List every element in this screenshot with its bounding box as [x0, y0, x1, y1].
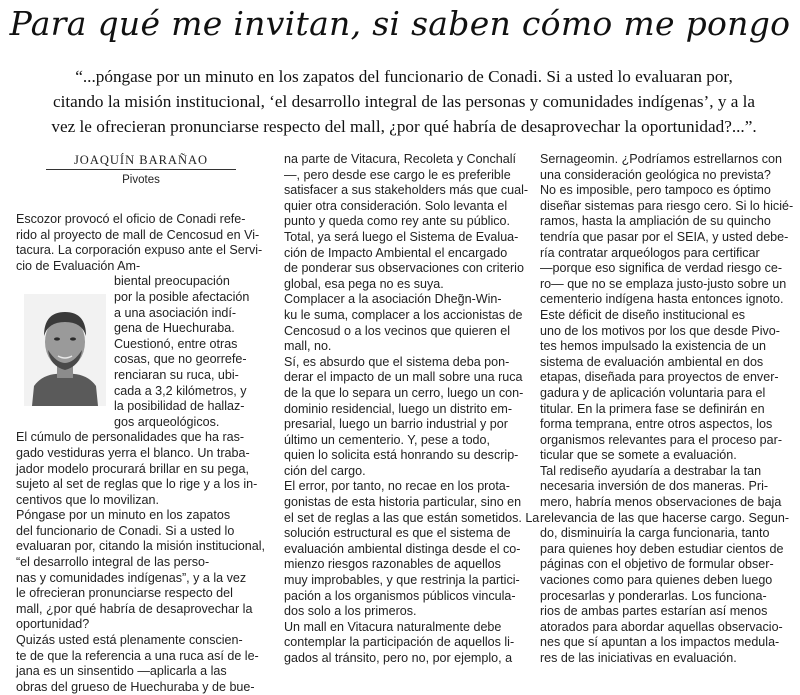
text-line: vaciones como para quienes deben luego [540, 573, 773, 588]
text-line: evaluaran por, citando la misión institucional, [16, 539, 265, 554]
text-line: El error, por tanto, no recae en los prota- [284, 479, 510, 494]
text-line: jana es un sinsentido —aplicarla a las [16, 664, 227, 679]
text-line: biental preocupación [114, 274, 230, 289]
text-line: una consideración geológica no prevista? [540, 167, 771, 182]
text-line: ción de Impacto Ambiental el encargado [284, 245, 508, 260]
text-line: tes hemos impulsado la existencia de un [540, 339, 766, 354]
text-line: —porque eso significa de verdad riesgo ce- [540, 261, 783, 276]
text-line: cio de Evaluación Am- [16, 258, 141, 273]
text-line: Quizás usted está plenamente conscien- [16, 633, 243, 648]
pull-quote-line: vez le ofrecieran pronunciarse respecto del mall, ¿por qué habría de desaprovechar la oportunidad?...”. [51, 117, 757, 136]
column-1-intro [16, 212, 264, 274]
text-line: del funcionario de Conadi. Si a usted lo [16, 523, 235, 538]
text-line: Sernageomin. ¿Podríamos estrellarnos con [540, 152, 782, 166]
text-line: quien lo solicita está honrando su descrip- [284, 448, 519, 463]
text-line: satisfacer a sus stakeholders más que cual- [284, 183, 529, 198]
text-line: mienzo riesgos razonables de aquellos [284, 557, 501, 572]
text-line: nas y comunidades indígenas”, y a la vez [16, 570, 247, 585]
text-line: ku le suma, complacer a los accionistas de [284, 307, 523, 322]
text-line: ción del cargo. [284, 463, 366, 478]
text-line: quier otra consideración. Solo levanta el [284, 198, 508, 213]
text-line: necesaria inversión de dos maneras. Pri- [540, 479, 769, 494]
text-line: diseñar sistemas para riesgo cero. Si lo hicié- [540, 198, 794, 213]
text-line: Póngase por un minuto en los zapatos [16, 508, 231, 523]
text-line: na parte de Vitacura, Recoleta y Conchalí [284, 152, 517, 166]
text-line: oportunidad? [16, 617, 90, 632]
column-1-beside-photo [114, 274, 249, 430]
text-line: Cuestionó, entre otras [114, 336, 238, 351]
pull-quote [18, 64, 790, 139]
author-name: JOAQUÍN BARAÑAO [46, 152, 236, 170]
text-line: ticular que se somete a evaluación. [540, 448, 737, 463]
text-line: rios de ambas partes estarían así menos [540, 604, 768, 619]
text-line: gados al tránsito, pero no, por ejemplo, a [284, 651, 513, 665]
text-line: tacura. La corporación expuso ante el Servi- [16, 243, 263, 258]
author-photo [24, 294, 106, 406]
text-line: etapas, diseñada para proyectos de enver- [540, 370, 779, 385]
text-line: solución estructural es que el sistema de [284, 526, 511, 541]
text-line: organismos relevantes para el proceso par- [540, 432, 782, 447]
text-line: Complacer a la asociación Dheg̃n-Win- [284, 292, 502, 307]
column-1-body [16, 430, 264, 695]
text-line: le ofrecieran pronunciarse respecto del [16, 586, 233, 601]
text-line: rido al proyecto de mall de Cencosud en Vi- [16, 227, 260, 242]
text-line: cosas, que no georrefe- [114, 352, 247, 367]
text-line: mero, habría menos observaciones de baja [540, 495, 782, 510]
text-line: páginas con el objetivo de formular obser- [540, 557, 774, 572]
text-line: gadura y de aplicación voluntaria para el [540, 385, 766, 400]
text-line: por la posible afectación [114, 289, 250, 304]
text-line: Cencosud o a los vecinos que quieren el [284, 323, 510, 338]
text-line: ría contratar arqueólogos para certificar [540, 245, 760, 260]
text-line: presarial, luego un barrio industrial y por [284, 417, 508, 432]
text-line: cada a 3,2 kilómetros, y [114, 383, 247, 398]
text-line: forma temprana, entre otros aspectos, los [540, 417, 773, 432]
text-line: —, pero desde ese cargo le es preferible [284, 167, 511, 182]
text-line: gado vestiduras yerra el blanco. Un traba- [16, 445, 250, 460]
text-line: a una asociación indí- [114, 305, 237, 320]
text-line: Este déficit de diseño institucional es [540, 307, 746, 322]
text-line: Un mall en Vitacura naturalmente debe [284, 619, 502, 634]
pull-quote-line: citando la misión institucional, ‘el desarrollo integral de las personas y comunidades indígenas’, y a la [52, 92, 756, 111]
text-line: contemplar la participación de aquellos li- [284, 635, 515, 650]
text-line: gonistas de esta historia particular, sino en [284, 495, 522, 510]
article-column-2 [284, 152, 540, 667]
text-line: renciaran su ruca, ubi- [114, 367, 239, 382]
text-line: de ponderar sus observaciones con criterio [284, 261, 524, 276]
text-line: jador modelo procurará brillar en su pega, [16, 461, 249, 476]
text-line: “el desarrollo integral de las perso- [16, 555, 210, 570]
text-line: muy improbables, y que restrinja la partici- [284, 573, 520, 588]
text-line: uno de los motivos por los que desde Pivo- [540, 323, 780, 338]
text-line: El cúmulo de personalidades que ha ras- [16, 430, 245, 445]
article-column-1 [16, 152, 264, 695]
text-line: evaluación ambiental distinga desde el co- [284, 541, 521, 556]
text-line: titular. En la primera fase se definirán en [540, 401, 765, 416]
text-line: relevancia de las que hacerse cargo. Segun- [540, 510, 790, 525]
text-line: No es imposible, pero tampoco es óptimo [540, 183, 771, 198]
text-line: obras del grueso de Huechuraba y de bue- [16, 679, 255, 694]
text-line: procesarlas y ponderarlas. Los funciona- [540, 588, 767, 603]
text-line: do, disminuiría la carga funcionaria, tanto [540, 526, 770, 541]
text-line: mall, no. [284, 339, 332, 354]
text-line: Sí, es absurdo que el sistema deba pon- [284, 354, 510, 369]
text-line: res de las iniciativas en evaluación. [540, 651, 737, 665]
text-line: ramos, hasta la ampliación de su quincho [540, 214, 771, 229]
text-line: derar el impacto de un mall sobre una ruca [284, 370, 523, 385]
text-line: gos arqueológicos. [114, 414, 220, 429]
text-line: dos solo a los primeros. [284, 604, 417, 619]
text-line: pación a los organismos públicos vincula- [284, 588, 516, 603]
text-line: nes que sí apuntan a los impactos medula- [540, 635, 780, 650]
text-line: cementerio indígena hasta entonces ignoto. [540, 292, 784, 307]
text-line: el set de reglas a las que están sometidos. La [284, 510, 540, 525]
text-line: mall, ¿por qué habría de desaprovechar la [16, 601, 253, 616]
text-line: global, esa pega no es suya. [284, 276, 444, 291]
text-line: centivos que lo movilizan. [16, 492, 159, 507]
text-line: Escozor provocó el oficio de Conadi refe- [16, 212, 246, 226]
text-line: la posibilidad de hallaz- [114, 399, 245, 414]
text-line: de la que lo separa un cerro, luego un con- [284, 385, 524, 400]
article-headline: Para qué me invitan, si saben cómo me pongo [9, 4, 791, 43]
text-line: para quienes hoy deben estudiar cientos de [540, 541, 784, 556]
article-column-3 [540, 152, 792, 667]
text-line: último un cementerio. Y, pese a todo, [284, 432, 490, 447]
text-line: tendría que pasar por el SEIA, y usted debe- [540, 229, 789, 244]
text-line: punto y queda como rey ante su público. [284, 214, 510, 229]
text-line: atorados para abordar aquellas observacio- [540, 619, 783, 634]
text-line: Total, ya será luego el Sistema de Evalua- [284, 229, 519, 244]
pull-quote-line: “...póngase por un minuto en los zapatos del funcionario de Conadi. Si a usted lo evaluaran por, [75, 67, 733, 86]
text-line: Tal rediseño ayudaría a destrabar la tan [540, 463, 762, 478]
author-affiliation: Pivotes [122, 174, 160, 186]
text-line: ro— que no se emplaza justo-justo sobre un [540, 276, 787, 291]
text-line: gena de Huechuraba. [114, 321, 235, 336]
text-line: sistema de evaluación ambiental en dos [540, 354, 764, 369]
text-line: te de que la referencia a una ruca así de le- [16, 648, 259, 663]
text-line: sujeto al set de reglas que lo rige y a los in- [16, 477, 258, 492]
text-line: dominio residencial, luego un distrito em- [284, 401, 513, 416]
